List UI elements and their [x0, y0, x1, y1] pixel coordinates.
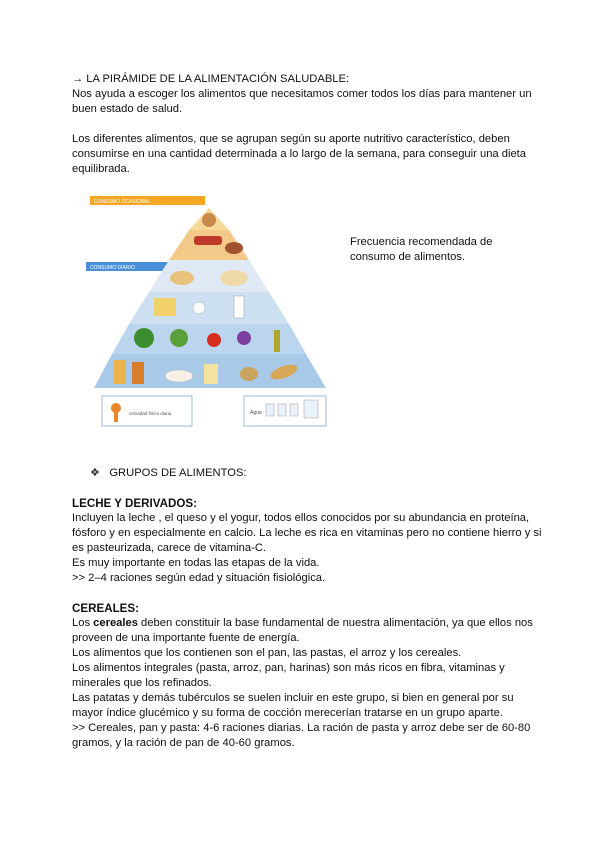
daily-label: CONSUMO DIARIO — [90, 265, 135, 271]
leche-importance: Es muy importante en todas las etapas de la vida. — [72, 557, 320, 569]
chocolate-icon — [225, 242, 243, 254]
glass-icon — [290, 404, 298, 416]
pastry-icon — [202, 213, 216, 227]
cheese-icon — [154, 298, 176, 316]
pasta-box-icon — [132, 362, 144, 384]
rice-icon — [165, 370, 193, 382]
occasional-label: CONSUMO OCASIONAL — [94, 199, 151, 205]
cereales-servings: >> Cereales, pan y pasta: 4-6 raciones diarias. La ración de pasta y arroz debe ser de 60-80 gramos, y la ración de pan de 40-60 gramos. — [72, 722, 531, 749]
running-person-body — [114, 412, 118, 422]
cereales-heading: CEREALES: — [72, 602, 139, 615]
cereal-box-icon — [114, 360, 126, 384]
oil-bottle-icon — [274, 330, 280, 352]
groups-heading — [90, 466, 247, 479]
cereales-intro — [72, 616, 542, 646]
intro-paragraph: Nos ayuda a escoger los alimentos que necesitamos comer todos los días para mantener un buen estado de salud. — [72, 88, 532, 115]
nutrition-paragraph: Los diferentes alimentos, que se agrupan según su aporte nutritivo característico, deben consumirse en una cantidad determinada a lo largo de la semana, para conseguir una dieta equilibrada. — [72, 133, 527, 175]
leche-heading: LECHE Y DERIVADOS: — [72, 497, 197, 510]
activity-label: Actividad física diaria — [129, 411, 172, 416]
milk-icon — [234, 296, 244, 318]
cereales-tubers: Las patatas y demás tubérculos se suelen incluir en este grupo, si bien en general por su mayor índice glucémico y su forma de cocción merecerían tratarse en un grupo aparte. — [72, 692, 514, 719]
food-pyramid-illustration — [84, 190, 334, 430]
chicken-icon — [220, 270, 248, 286]
cereales-integral: Los alimentos integrales (pasta, arroz, pan, harinas) son más ricos en fibra, vitaminas y minerales que los refinados. — [72, 662, 505, 689]
potato-icon — [240, 367, 258, 381]
leche-servings: >> 2–4 raciones según edad y situación fisiológica. — [72, 572, 326, 584]
glass-icon — [278, 404, 286, 416]
tier-protein — [149, 260, 269, 292]
diamond-bullet-icon: ❖ — [90, 467, 101, 479]
tomato-icon — [207, 333, 221, 347]
water-label: Agua — [250, 410, 262, 416]
glass-icon — [266, 404, 274, 416]
pyramid-caption: Frecuencia recomendada de consumo de alimentos. — [350, 236, 493, 264]
leche-description: Incluyen la leche , el queso y el yogur, todos ellos conocidos por su abundancia en proteína, fósforo y en especialmente en calcio. La leche es rica en vitaminas pero no contiene hierro y si es pasteurizada, carece de vitamina-C. — [72, 512, 542, 554]
groups-heading-text: GRUPOS DE ALIMENTOS: — [109, 467, 247, 479]
sausage-icon — [194, 236, 222, 245]
flour-icon — [204, 364, 218, 384]
cereales-intro-post: deben constituir la base fundamental de nuestra alimentación, ya que ellos nos proveen de una importante fuente de energía. — [72, 617, 533, 644]
running-person-icon — [111, 403, 121, 413]
meat-icon — [170, 271, 194, 285]
cereales-foods: Los alimentos que los contienen son el pan, las pastas, el arroz y los cereales. — [72, 647, 462, 659]
grapes-icon — [237, 331, 251, 345]
yogurt-icon — [193, 302, 205, 314]
cereales-intro-bold: cereales — [93, 617, 138, 629]
cereales-intro-pre: Los — [72, 617, 94, 629]
lettuce-icon — [134, 328, 154, 348]
tier-dairy — [129, 292, 289, 324]
water-jug-icon — [304, 400, 318, 418]
section-title: → LA PIRÁMIDE DE LA ALIMENTACIÓN SALUDABLE: — [72, 73, 350, 85]
broccoli-icon — [170, 329, 188, 347]
